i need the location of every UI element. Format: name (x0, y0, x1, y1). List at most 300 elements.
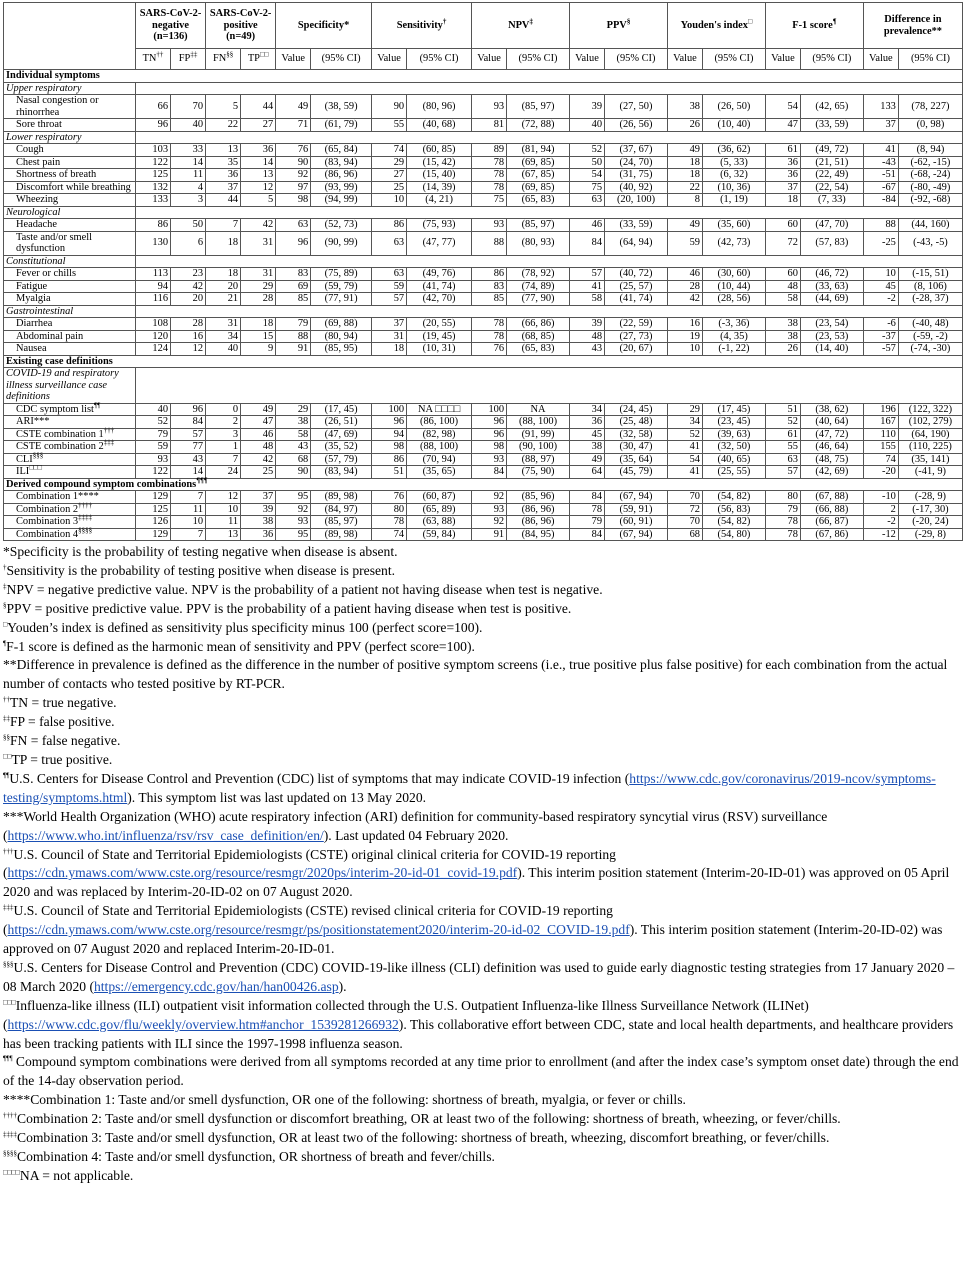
value-cell: 83 (276, 268, 311, 281)
header-value: Value (569, 49, 604, 70)
header-ci: (95% CI) (605, 49, 668, 70)
ci-cell: (40, 65) (702, 453, 765, 466)
ci-cell: (10, 36) (702, 181, 765, 194)
ci-cell: (0, 98) (898, 119, 962, 132)
ci-cell: (77, 90) (507, 293, 570, 306)
row-label (4, 95, 136, 119)
value-cell: 76 (276, 144, 311, 157)
value-cell: 41 (863, 144, 898, 157)
value-cell: 110 (863, 428, 898, 441)
value-cell: 12 (206, 491, 241, 504)
ci-cell: (26, 51) (311, 416, 372, 429)
value-cell: 100 (472, 403, 507, 416)
value-cell: 81 (472, 119, 507, 132)
section-title (4, 478, 963, 491)
ci-cell: (-20, 24) (898, 516, 962, 529)
footnote-marker: ¶¶ (93, 401, 101, 410)
value-cell: 54 (569, 169, 604, 182)
ci-cell: (56, 83) (702, 503, 765, 516)
row-label (4, 219, 136, 232)
ci-cell: (47, 77) (407, 231, 472, 255)
ci-cell: (6, 32) (702, 169, 765, 182)
value-cell: 79 (276, 318, 311, 331)
value-cell: 41 (667, 466, 702, 479)
value-cell: 63 (372, 231, 407, 255)
ci-cell: (78, 92) (507, 268, 570, 281)
section-row (4, 478, 963, 491)
ci-cell: (33, 59) (800, 119, 863, 132)
table-row (4, 453, 963, 466)
value-cell: 42 (241, 453, 276, 466)
row-label-text: Discomfort while breathing (16, 181, 131, 193)
ci-cell: (-28, 37) (898, 293, 962, 306)
value-cell: 91 (276, 343, 311, 356)
footnote-text: U.S. Council of State and Territorial Epidemiologists (CSTE) original clinical criteria for COVID-19 reporting ( (3, 846, 616, 881)
ci-cell: (80, 96) (407, 95, 472, 119)
value-cell: 78 (372, 516, 407, 529)
value-cell: 94 (372, 428, 407, 441)
ci-cell: (-17, 30) (898, 503, 962, 516)
ci-cell: (70, 94) (407, 453, 472, 466)
value-cell: 78 (472, 330, 507, 343)
footnote-marker: ‡‡‡ (3, 903, 14, 912)
value-cell: 95 (276, 528, 311, 541)
header-positive: SARS-CoV-2-positive (n=49) (206, 3, 276, 49)
group-filler (135, 131, 962, 144)
table-row (4, 231, 963, 255)
value-cell: 93 (472, 219, 507, 232)
table-row (4, 268, 963, 281)
value-cell: 37 (372, 318, 407, 331)
value-cell: 92 (276, 503, 311, 516)
row-label-text: CDC symptom list (16, 403, 94, 415)
value-cell: 49 (667, 144, 702, 157)
value-cell: 133 (135, 194, 170, 207)
footnote-marker: ¶¶¶ (3, 1054, 13, 1063)
ci-cell: (-40, 48) (898, 318, 962, 331)
ci-cell: (17, 45) (702, 403, 765, 416)
footnote-link[interactable]: https://cdn.ymaws.com/www.cste.org/resource/resmgr/2020ps/interim-20-id-01_covid-19.pdf (7, 865, 518, 881)
group-filler (135, 255, 962, 268)
value-cell: 68 (667, 528, 702, 541)
ci-cell: (49, 76) (407, 268, 472, 281)
ci-cell: (80, 94) (311, 330, 372, 343)
value-cell: 103 (135, 144, 170, 157)
ci-cell: (84, 97) (311, 503, 372, 516)
ci-cell: (14, 39) (407, 181, 472, 194)
value-cell: 3 (171, 194, 206, 207)
ci-cell: (54, 82) (702, 491, 765, 504)
row-label-text: CSTE combination 1 (16, 428, 104, 440)
row-label (4, 268, 136, 281)
footnotes (3, 543, 963, 1186)
value-cell: -51 (863, 169, 898, 182)
table-row (4, 156, 963, 169)
ci-cell: (93, 99) (311, 181, 372, 194)
value-cell: 88 (472, 231, 507, 255)
ci-cell: (77, 91) (311, 293, 372, 306)
value-cell: 38 (276, 416, 311, 429)
ci-cell: (30, 60) (702, 268, 765, 281)
value-cell: 76 (472, 343, 507, 356)
ci-cell: (19, 45) (407, 330, 472, 343)
value-cell: 124 (135, 343, 170, 356)
value-cell: 40 (569, 119, 604, 132)
value-cell: 78 (569, 503, 604, 516)
ci-cell: (10, 40) (702, 119, 765, 132)
value-cell: 108 (135, 318, 170, 331)
row-label (4, 144, 136, 157)
value-cell: 37 (765, 181, 800, 194)
ci-cell: (72, 88) (507, 119, 570, 132)
value-cell: 40 (135, 403, 170, 416)
ci-cell: (59, 79) (311, 280, 372, 293)
value-cell: 16 (667, 318, 702, 331)
header-blank-2 (4, 49, 136, 70)
ci-cell: (67, 86) (800, 528, 863, 541)
ci-cell: (54, 80) (702, 528, 765, 541)
value-cell: 55 (765, 441, 800, 454)
value-cell: 33 (171, 144, 206, 157)
value-cell: 18 (765, 194, 800, 207)
value-cell: 31 (372, 330, 407, 343)
footnote-marker: §§§§ (78, 526, 93, 535)
value-cell: 88 (276, 330, 311, 343)
value-cell: 58 (276, 428, 311, 441)
ci-cell: (39, 63) (702, 428, 765, 441)
ci-cell: (85, 97) (507, 219, 570, 232)
value-cell: 49 (569, 453, 604, 466)
footnote-marker: § (3, 601, 7, 610)
value-cell: -10 (863, 491, 898, 504)
footnote-text: Youden’s index is defined as sensitivity plus specificity minus 100 (perfect score=100). (7, 619, 483, 635)
footnote-marker: ¶¶¶ (196, 476, 208, 485)
ci-cell: (61, 79) (311, 119, 372, 132)
table-row (4, 491, 963, 504)
header-specificity: Specificity* (276, 3, 372, 49)
table-row (4, 416, 963, 429)
table-row (4, 343, 963, 356)
value-cell: 2 (863, 503, 898, 516)
group-filler (135, 305, 962, 318)
table-row (4, 293, 963, 306)
footnote-text: Compound symptom combinations were derived from all symptoms recorded at any time prior to enrollment (and after the index case’s symptom onset date) through the end of the 14-day observation period. (3, 1054, 959, 1089)
ci-cell: (42, 70) (407, 293, 472, 306)
ci-cell: (75, 93) (407, 219, 472, 232)
footnote-text: NPV = negative predictive value. NPV is the probability of a patient not having disease when test is negative. (6, 581, 603, 597)
row-label-text: Chest pain (16, 156, 61, 168)
value-cell: 43 (276, 441, 311, 454)
ci-cell: (25, 57) (605, 280, 668, 293)
footnote (3, 770, 963, 808)
value-cell: 13 (206, 528, 241, 541)
ci-cell: (14, 40) (800, 343, 863, 356)
value-cell: 21 (206, 293, 241, 306)
ci-cell: (91, 99) (507, 428, 570, 441)
row-label-text: Headache (16, 219, 57, 230)
value-cell: 48 (241, 441, 276, 454)
value-cell: 116 (135, 293, 170, 306)
value-cell: 31 (206, 318, 241, 331)
row-label-text: Fever or chills (16, 268, 77, 279)
ci-cell: (-43, -5) (898, 231, 962, 255)
ci-cell: (24, 70) (605, 156, 668, 169)
section-title-text: Derived compound symptom combinations (6, 478, 197, 490)
table-row (4, 181, 963, 194)
value-cell: 0 (206, 403, 241, 416)
ci-cell: (15, 42) (407, 156, 472, 169)
ci-cell: (-59, -2) (898, 330, 962, 343)
table-row (4, 403, 963, 416)
row-label (4, 280, 136, 293)
row-label-text: Diarrhea (16, 318, 53, 329)
ci-cell: (-92, -68) (898, 194, 962, 207)
value-cell: 41 (569, 280, 604, 293)
row-label-text: Wheezing (16, 194, 59, 205)
footnote-text: ****Combination 1: Taste and/or smell dysfunction, OR one of the following: shortness of breath, myalgia, or fever or chills. (3, 1092, 686, 1108)
value-cell: 29 (276, 403, 311, 416)
value-cell: 74 (863, 453, 898, 466)
header-ci: (95% CI) (507, 49, 570, 70)
footnote-text: Combination 2: Taste and/or smell dysfunction or discomfort breathing, OR at least two of the following: shortness of breath, wheezing, or fever/chills. (17, 1111, 841, 1127)
row-label-text: Nausea (16, 343, 47, 354)
footnote-text: NA = not applicable. (19, 1167, 134, 1183)
ci-cell: (68, 85) (507, 330, 570, 343)
value-cell: 84 (171, 416, 206, 429)
ci-cell: (59, 91) (605, 503, 668, 516)
ci-cell: (38, 62) (800, 403, 863, 416)
table-row (4, 441, 963, 454)
value-cell: 93 (472, 95, 507, 119)
row-label-text: Shortness of breath (16, 169, 97, 180)
value-cell: 86 (135, 219, 170, 232)
footnote (3, 1148, 963, 1167)
value-cell: 5 (206, 95, 241, 119)
footnote-marker: §§§ (3, 960, 14, 969)
value-cell: 96 (276, 231, 311, 255)
ci-cell: (20, 55) (407, 318, 472, 331)
row-label (4, 293, 136, 306)
row-label-text: Fatigue (16, 280, 48, 292)
ci-cell: (41, 74) (605, 293, 668, 306)
value-cell: 18 (667, 156, 702, 169)
row-label (4, 491, 136, 504)
ci-cell: (24, 45) (605, 403, 668, 416)
header-ci: (95% CI) (898, 49, 962, 70)
footnote-link[interactable]: https://emergency.cdc.gov/han/han00426.asp (93, 978, 339, 994)
footnote-text: ). (338, 978, 347, 994)
ci-cell: (27, 73) (605, 330, 668, 343)
value-cell: 36 (765, 156, 800, 169)
value-cell: 86 (372, 453, 407, 466)
ci-cell: (78, 227) (898, 95, 962, 119)
footnote-text: ). Last updated 04 February 2020. (323, 827, 509, 843)
row-label-text: Abdominal pain (16, 330, 84, 342)
value-cell: 80 (372, 503, 407, 516)
value-cell: 37 (241, 491, 276, 504)
row-label (4, 181, 136, 194)
ci-cell: (66, 87) (800, 516, 863, 529)
value-cell: 28 (241, 293, 276, 306)
value-cell: 14 (241, 156, 276, 169)
value-cell: 27 (372, 169, 407, 182)
footnote-link[interactable]: https://www.who.int/influenza/rsv/rsv_case_definition/en/ (7, 827, 324, 843)
footnote (3, 562, 963, 581)
value-cell: 31 (241, 268, 276, 281)
ci-cell: (8, 94) (898, 144, 962, 157)
table-row (4, 280, 963, 293)
ci-cell: (66, 88) (800, 503, 863, 516)
value-cell: 5 (241, 194, 276, 207)
table-row (4, 219, 963, 232)
row-label-text: Combination 1**** (16, 491, 99, 502)
ci-cell: (10, 31) (407, 343, 472, 356)
footnote-text: PPV = positive predictive value. PPV is the probability of a patient having disease when test is positive. (6, 600, 572, 616)
footnote (3, 543, 963, 562)
ci-cell: (46, 64) (800, 441, 863, 454)
footnote-text: U.S. Centers for Disease Control and Prevention (CDC) list of symptoms that may indicate COVID-19 infection ( (9, 770, 630, 786)
footnote-link[interactable]: https://cdn.ymaws.com/www.cste.org/resource/resmgr/ps/positionstatement2020/interim-20-id-02_COVID-19.pdf (7, 922, 630, 938)
ci-cell: (83, 94) (311, 466, 372, 479)
header-value: Value (472, 49, 507, 70)
value-cell: 25 (372, 181, 407, 194)
ci-cell: (23, 53) (800, 330, 863, 343)
ci-cell: (41, 74) (407, 280, 472, 293)
footnote (3, 1129, 963, 1148)
value-cell: 18 (667, 169, 702, 182)
ci-cell: (63, 88) (407, 516, 472, 529)
value-cell: 46 (667, 268, 702, 281)
ci-cell: (65, 83) (507, 343, 570, 356)
value-cell: 39 (569, 318, 604, 331)
group-title: Neurological (4, 206, 136, 219)
value-cell: 54 (667, 453, 702, 466)
footnote-marker: □□□□ (3, 1168, 20, 1177)
ci-cell: (26, 56) (605, 119, 668, 132)
ci-cell: (67, 94) (605, 528, 668, 541)
value-cell: 36 (241, 528, 276, 541)
value-cell: 8 (667, 194, 702, 207)
row-label-text: Nasal congestion or rhinorrhea (16, 95, 99, 118)
footnote-marker: †† (3, 695, 10, 704)
section-title-text: Individual symptoms (6, 70, 100, 81)
ci-cell: (32, 58) (605, 428, 668, 441)
group-title: Upper respiratory (4, 82, 136, 95)
footnote-link[interactable]: https://www.cdc.gov/flu/weekly/overview.htm#anchor_1539281266932 (7, 1016, 399, 1032)
value-cell: 1 (206, 441, 241, 454)
value-cell: 96 (472, 416, 507, 429)
ci-cell: (42, 69) (800, 466, 863, 479)
value-cell: 125 (135, 169, 170, 182)
section-title (4, 70, 963, 83)
footnote-marker: ††† (3, 846, 14, 855)
table-row (4, 194, 963, 207)
value-cell: 36 (765, 169, 800, 182)
footnote (3, 846, 963, 903)
value-cell: 35 (206, 156, 241, 169)
value-cell: 59 (667, 231, 702, 255)
value-cell: 129 (135, 528, 170, 541)
value-cell: 74 (372, 528, 407, 541)
section-title (4, 355, 963, 368)
value-cell: 86 (472, 268, 507, 281)
ci-cell: (94, 99) (311, 194, 372, 207)
results-table (3, 2, 963, 541)
ci-cell: (47, 70) (800, 219, 863, 232)
value-cell: 42 (667, 293, 702, 306)
footnote-marker: ††† (103, 426, 115, 435)
value-cell: 22 (667, 181, 702, 194)
value-cell: 93 (472, 503, 507, 516)
value-cell: 90 (276, 466, 311, 479)
row-label (4, 156, 136, 169)
value-cell: 57 (372, 293, 407, 306)
value-cell: 41 (667, 441, 702, 454)
ci-cell: (88, 100) (507, 416, 570, 429)
value-cell: 130 (135, 231, 170, 255)
ci-cell: (57, 79) (311, 453, 372, 466)
value-cell: 7 (171, 491, 206, 504)
footnote-link[interactable]: https://www.cdc.gov/coronavirus/2019-ncov/symptoms-testing/symptoms.html (3, 770, 936, 805)
value-cell: 122 (135, 466, 170, 479)
group-filler (135, 206, 962, 219)
value-cell: 42 (241, 219, 276, 232)
ci-cell: (30, 47) (605, 441, 668, 454)
ci-cell: (4, 35) (702, 330, 765, 343)
footnote-marker: ¶¶ (3, 771, 10, 780)
footnote-text: FN = false negative. (10, 733, 121, 749)
ci-cell: (35, 60) (702, 219, 765, 232)
value-cell: 46 (569, 219, 604, 232)
footnote-text: ). This symptom list was last updated on 13 May 2020. (127, 789, 427, 805)
value-cell: 63 (276, 219, 311, 232)
value-cell: 70 (667, 491, 702, 504)
footnote-text: ***World Health Organization (WHO) acute respiratory infection (ARI) definition for community-based respiratory syncytial virus (RSV) surveillance ( (3, 808, 828, 843)
value-cell: 96 (171, 403, 206, 416)
value-cell: 70 (667, 516, 702, 529)
value-cell: 40 (206, 343, 241, 356)
value-cell: 26 (667, 119, 702, 132)
ci-cell: (25, 48) (605, 416, 668, 429)
value-cell: 11 (171, 169, 206, 182)
value-cell: 34 (569, 403, 604, 416)
value-cell: -37 (863, 330, 898, 343)
value-cell: 59 (135, 441, 170, 454)
ci-cell: (86, 96) (507, 503, 570, 516)
value-cell: 55 (372, 119, 407, 132)
value-cell: 92 (472, 491, 507, 504)
value-cell: 10 (372, 194, 407, 207)
value-cell: 85 (472, 293, 507, 306)
value-cell: 93 (276, 516, 311, 529)
ci-cell: NA □□□□ (407, 403, 472, 416)
row-label (4, 463, 136, 479)
value-cell: 13 (241, 169, 276, 182)
ci-cell: (25, 55) (702, 466, 765, 479)
row-label-text: Combination 2 (16, 503, 79, 515)
section-title-text: Existing case definitions (6, 355, 113, 367)
footnote-marker: □□ (3, 752, 12, 761)
value-cell: 78 (472, 169, 507, 182)
value-cell: 10 (667, 343, 702, 356)
document-page (3, 0, 963, 1186)
value-cell: 58 (569, 293, 604, 306)
footnote-marker: §§ (3, 733, 10, 742)
footnote (3, 713, 963, 732)
footnote-text: Combination 4: Taste and/or smell dysfunction, OR shortness of breath and fever/chills. (17, 1149, 495, 1164)
footnote-text: F-1 score is defined as the harmonic mean of sensitivity and PPV (perfect score=100). (6, 638, 475, 654)
value-cell: 120 (135, 330, 170, 343)
